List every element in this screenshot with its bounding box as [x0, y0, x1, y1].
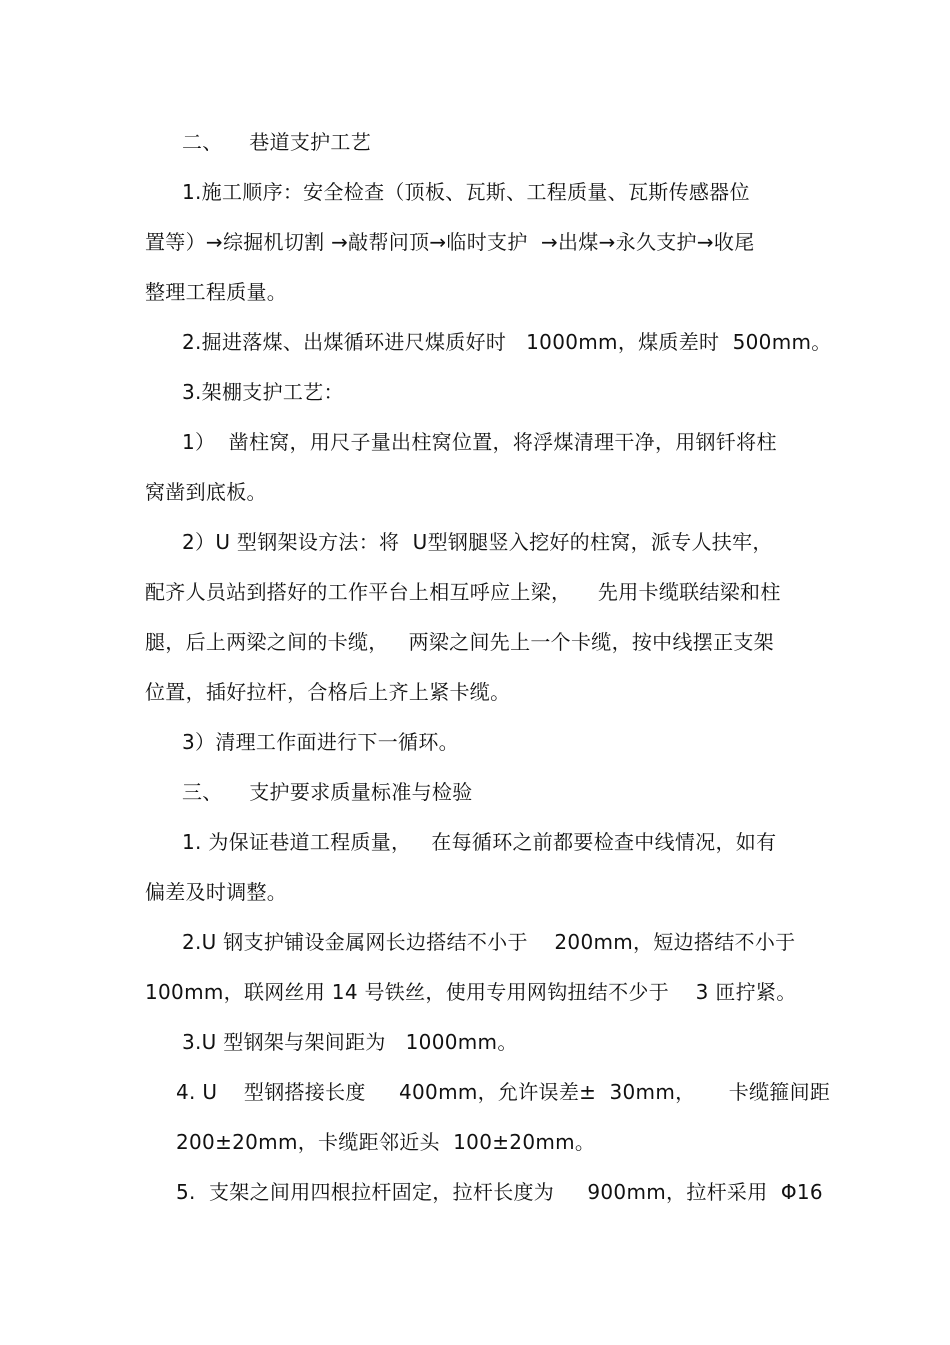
- paragraph-line: 200±20mm，卡缆距邻近头 100±20mm。: [176, 1130, 596, 1154]
- paragraph-line: 1.施工顺序：安全检查（顶板、瓦斯、工程质量、瓦斯传感器位: [182, 180, 750, 204]
- paragraph-line: 1） 凿柱窝，用尺子量出柱窝位置，将浮煤清理干净，用钢钎将柱: [182, 430, 777, 454]
- paragraph-line: 位置，插好拉杆，合格后上齐上紧卡缆。: [145, 680, 511, 704]
- paragraph-line: 3.架棚支护工艺：: [182, 380, 344, 404]
- paragraph-line: 窝凿到底板。: [145, 480, 267, 504]
- paragraph-line: 5. 支架之间用四根拉杆固定，拉杆长度为 900mm，拉杆采用 Φ16: [176, 1180, 823, 1204]
- paragraph-line: 4. U 型钢搭接长度 400mm，允许误差± 30mm， 卡缆箍间距: [176, 1080, 831, 1104]
- paragraph-line: 100mm，联网丝用 14 号铁丝，使用专用网钩扭结不少于 3 匝拧紧。: [145, 980, 797, 1004]
- paragraph-line: 3.U 型钢架与架间距为 1000mm。: [182, 1030, 518, 1054]
- paragraph-line: 配齐人员站到搭好的工作平台上相互呼应上梁， 先用卡缆联结梁和柱: [145, 580, 781, 604]
- paragraph-line: 腿，后上两梁之间的卡缆， 两梁之间先上一个卡缆，按中线摆正支架: [145, 630, 774, 654]
- paragraph-line: 置等）→综掘机切割 →敲帮问顶→临时支护 →出煤→永久支护→收尾: [145, 230, 755, 254]
- paragraph-line: 1. 为保证巷道工程质量， 在每循环之前都要检查中线情况，如有: [182, 830, 777, 854]
- paragraph-line: 2.掘进落煤、出煤循环进尺煤质好时 1000mm，煤质差时 500mm。: [182, 330, 832, 354]
- section-heading-3: 三、 支护要求质量标准与检验: [182, 780, 473, 804]
- paragraph-line: 整理工程质量。: [145, 280, 288, 304]
- paragraph-line: 2.U 钢支护铺设金属网长边搭结不小于 200mm，短边搭结不小于: [182, 930, 796, 954]
- paragraph-line: 3）清理工作面进行下一循环。: [182, 730, 459, 754]
- paragraph-line: 偏差及时调整。: [145, 880, 288, 904]
- paragraph-line: 2）U 型钢架设方法：将 U型钢腿竖入挖好的柱窝，派专人扶牢，: [182, 530, 773, 554]
- section-heading-2: 二、 巷道支护工艺: [182, 130, 372, 154]
